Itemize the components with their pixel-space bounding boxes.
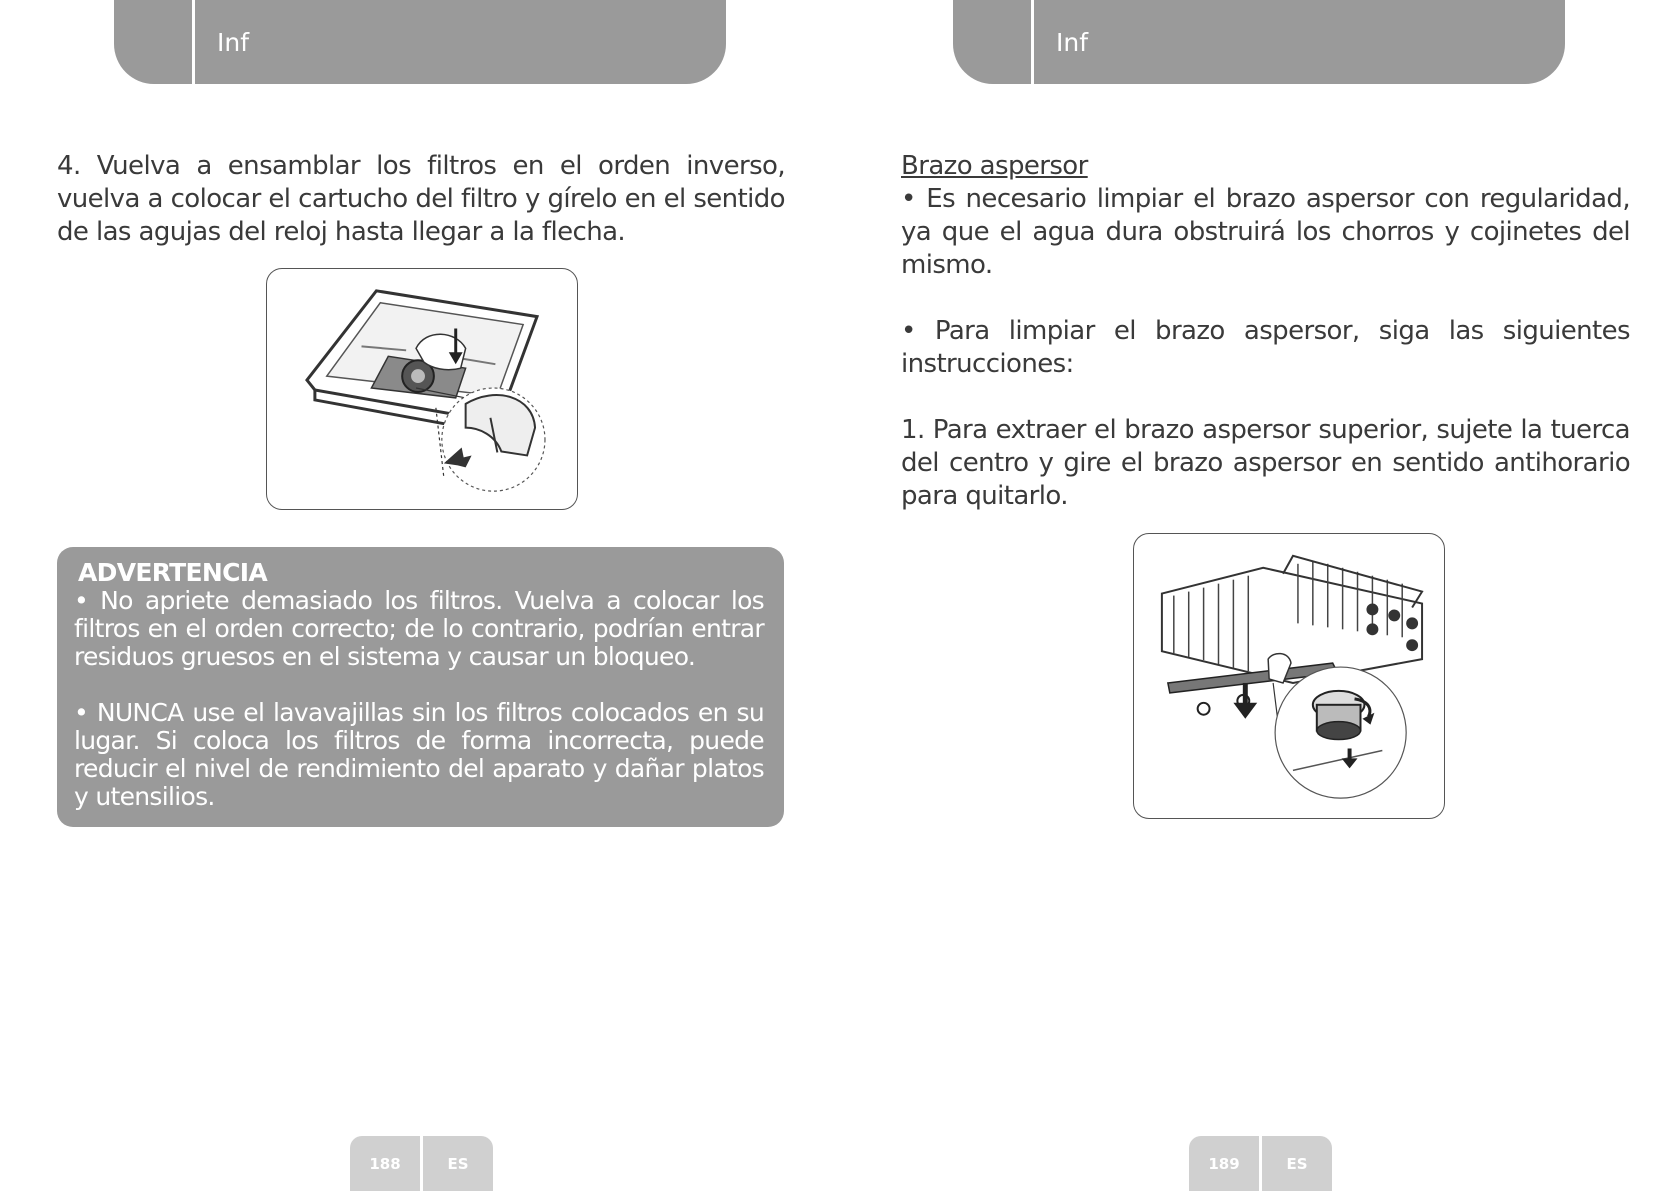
step1-text: 1. Para extraer el brazo aspersor superior, sujete la tuerca del centro y gire el brazo aspersor en sentido antihorario para quitarlo.: [901, 415, 1630, 511]
page-footer: [1189, 1136, 1332, 1191]
spray-arm-bullet-regular-cleaning: • Es necesario limpiar el brazo aspersor con regularidad, ya que el agua dura obstruirá los chorros y cojinetes del mismo.: [901, 184, 1630, 280]
filter-reassembly-illustration: [266, 268, 578, 510]
language-code: ES: [423, 1136, 493, 1191]
page-number: 188: [350, 1136, 420, 1191]
filter-reassembly-drawing: [267, 269, 577, 509]
page-number: 189: [1189, 1136, 1259, 1191]
section-title: Brazo aspersor: [901, 151, 1088, 181]
warning-bullet-never-without-filters: • NUNCA use el lavavajillas sin los filtros colocados en su lugar. Si coloca los filtros de forma incorrecta, puede reducir el nivel de rendimiento del aparato y dañar platos y utensilios.: [74, 698, 764, 811]
header-divider: [192, 0, 195, 84]
spray-arm-bullet-instructions: • Para limpiar el brazo aspersor, siga las siguientes instrucciones:: [901, 316, 1630, 379]
header-tab: [114, 0, 726, 84]
header-label: Inf: [1056, 28, 1089, 57]
page-footer: [350, 1136, 493, 1191]
spray-arm-section: [901, 150, 1630, 513]
warning-title: ADVERTENCIA: [78, 558, 268, 587]
header-divider: [1031, 0, 1034, 84]
header-tab: [953, 0, 1565, 84]
spray-arm-drawing: [1134, 534, 1444, 818]
header-label: Inf: [217, 28, 250, 57]
warning-bullet-filters-tight: • No apriete demasiado los filtros. Vuelva a colocar los filtros en el orden correcto; de lo contrario, podrían entrar residuos gruesos en el sistema y causar un bloqueo.: [74, 586, 764, 671]
left-page: [0, 0, 839, 1191]
step4-paragraph: [57, 150, 785, 249]
step4-text: 4. Vuelva a ensamblar los filtros en el orden inverso, vuelva a colocar el cartucho del filtro y gírelo en el sentido de las agujas del reloj hasta llegar a la flecha.: [57, 151, 785, 247]
right-page: [839, 0, 1678, 1191]
spray-arm-removal-illustration: [1133, 533, 1445, 819]
warning-box: [57, 547, 784, 827]
language-code: ES: [1262, 1136, 1332, 1191]
